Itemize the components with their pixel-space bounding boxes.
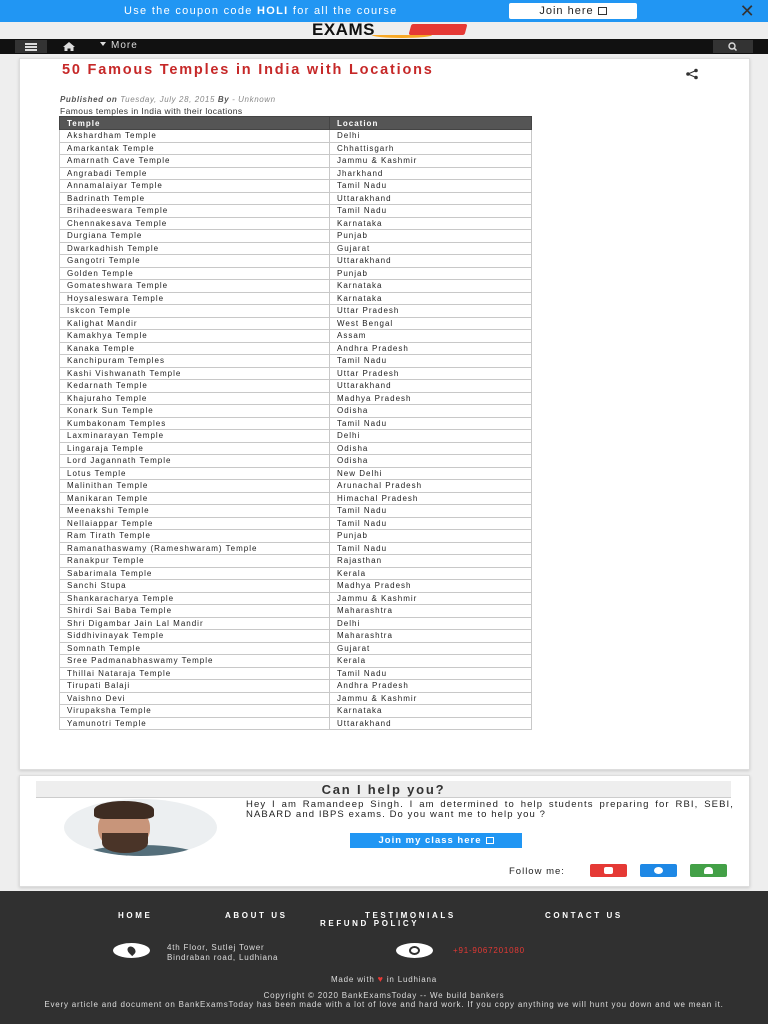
temple-location-cell: Tamil Nadu (330, 180, 532, 193)
temple-location-cell: Tamil Nadu (330, 355, 532, 368)
temple-name-cell: Kanaka Temple (60, 342, 330, 355)
temple-name-cell: Gomateshwara Temple (60, 280, 330, 293)
temple-name-cell: Kedarnath Temple (60, 380, 330, 393)
made-with-line (0, 974, 768, 984)
table-row (60, 317, 532, 330)
table-header-row (60, 117, 532, 130)
temple-location-cell: Maharashtra (330, 605, 532, 618)
table-row (60, 492, 532, 505)
temple-location-cell: Jharkhand (330, 167, 532, 180)
temple-location-cell: Assam (330, 330, 532, 343)
temple-location-cell: Jammu & Kashmir (330, 692, 532, 705)
table-row (60, 717, 532, 730)
footer-phone[interactable]: +91-9067201080 (453, 946, 525, 955)
temple-name-cell: Lord Jagannath Temple (60, 455, 330, 468)
more-label: More (111, 40, 138, 51)
table-row (60, 692, 532, 705)
table-row (60, 380, 532, 393)
address-line-1: 4th Floor, Sutlej Tower (167, 943, 265, 952)
disclaimer-text: Every article and document on BankExamsToday has been made with a lot of love and hard work. If you copy anything we will hunt you down and we mean it. (44, 1000, 724, 1009)
table-row (60, 480, 532, 493)
table-row (60, 567, 532, 580)
share-icon[interactable] (685, 67, 699, 79)
temple-location-cell: Tamil Nadu (330, 205, 532, 218)
table-row (60, 267, 532, 280)
temple-location-cell: Kerala (330, 655, 532, 668)
temple-location-cell: Uttar Pradesh (330, 367, 532, 380)
temple-location-cell: Delhi (330, 430, 532, 443)
temple-location-cell: Uttarakhand (330, 255, 532, 268)
table-row (60, 342, 532, 355)
temple-location-cell: Rajasthan (330, 555, 532, 568)
temple-location-cell: Uttarakhand (330, 380, 532, 393)
temple-name-cell: Amarkantak Temple (60, 142, 330, 155)
post-date: Tuesday, July 28, 2015 (120, 95, 215, 104)
temple-name-cell: Brihadeeswara Temple (60, 205, 330, 218)
temple-location-cell: New Delhi (330, 467, 532, 480)
external-link-icon (486, 837, 494, 844)
table-row (60, 605, 532, 618)
table-row (60, 142, 532, 155)
temple-name-cell: Konark Sun Temple (60, 405, 330, 418)
coupon-code: HOLI (257, 5, 289, 17)
youtube-icon[interactable] (590, 864, 627, 877)
temple-location-cell: Karnataka (330, 292, 532, 305)
temple-name-cell: Ranakpur Temple (60, 555, 330, 568)
temple-name-cell: Sree Padmanabhaswamy Temple (60, 655, 330, 668)
temple-location-cell: West Bengal (330, 317, 532, 330)
temple-location-cell: Jammu & Kashmir (330, 592, 532, 605)
join-here-label: Join here (539, 5, 594, 17)
table-row (60, 680, 532, 693)
temple-name-cell: Akshardham Temple (60, 130, 330, 143)
logo-text: EXAMS (312, 20, 375, 39)
top-nav (0, 39, 768, 54)
table-row (60, 467, 532, 480)
table-row (60, 330, 532, 343)
temple-name-cell: Vaishno Devi (60, 692, 330, 705)
site-footer (0, 891, 768, 1024)
external-link-icon (598, 7, 607, 15)
temple-name-cell: Chennakesava Temple (60, 217, 330, 230)
temple-name-cell: Ramanathaswamy (Rameshwaram) Temple (60, 542, 330, 555)
made-prefix: Made with (330, 975, 375, 984)
post-author: - Unknown (232, 95, 276, 104)
temple-name-cell: Ram Tirath Temple (60, 530, 330, 543)
temple-name-cell: Siddhivinayak Temple (60, 630, 330, 643)
temple-location-cell: Punjab (330, 267, 532, 280)
table-row (60, 405, 532, 418)
temple-name-cell: Dwarkadhish Temple (60, 242, 330, 255)
temple-name-cell: Badrinath Temple (60, 192, 330, 205)
coupon-message (124, 5, 398, 17)
temple-location-cell: Gujarat (330, 642, 532, 655)
site-logo[interactable] (312, 20, 462, 38)
temple-name-cell: Kalighat Mandir (60, 317, 330, 330)
temple-location-cell: Punjab (330, 230, 532, 243)
temple-location-cell: Delhi (330, 130, 532, 143)
temple-name-cell: Iskcon Temple (60, 305, 330, 318)
home-icon[interactable] (60, 39, 78, 54)
temple-name-cell: Shirdi Sai Baba Temple (60, 605, 330, 618)
table-row (60, 455, 532, 468)
temple-location-cell: Gujarat (330, 242, 532, 255)
map-pin-icon (113, 943, 150, 958)
table-row (60, 292, 532, 305)
table-row (60, 192, 532, 205)
temple-location-cell: Uttarakhand (330, 192, 532, 205)
address-line-2: Bindraban road, Ludhiana (167, 952, 279, 962)
temple-location-cell: Tamil Nadu (330, 417, 532, 430)
temple-location-cell: Punjab (330, 530, 532, 543)
temple-name-cell: Golden Temple (60, 267, 330, 280)
logo-swoosh (372, 32, 432, 38)
temple-location-cell: Karnataka (330, 217, 532, 230)
temple-name-cell: Durgiana Temple (60, 230, 330, 243)
temple-name-cell: Kumbakonam Temples (60, 417, 330, 430)
table-row (60, 167, 532, 180)
copyright-text: Copyright © 2020 BankExamsToday -- We build bankers (263, 991, 505, 1000)
table-row (60, 217, 532, 230)
temple-location-cell: Uttarakhand (330, 717, 532, 730)
temple-name-cell: Shri Digambar Jain Lal Mandir (60, 617, 330, 630)
post-meta (60, 95, 276, 104)
temple-location-cell: Tamil Nadu (330, 667, 532, 680)
temple-location-cell: Andhra Pradesh (330, 680, 532, 693)
table-row (60, 205, 532, 218)
article-card (19, 58, 750, 770)
temple-name-cell: Manikaran Temple (60, 492, 330, 505)
temple-name-cell: Laxminarayan Temple (60, 430, 330, 443)
temple-name-cell: Kashi Vishwanath Temple (60, 367, 330, 380)
help-card (19, 775, 750, 887)
temple-name-cell: Amarnath Cave Temple (60, 155, 330, 168)
temple-name-cell: Tirupati Balaji (60, 680, 330, 693)
temple-location-cell: Tamil Nadu (330, 505, 532, 518)
table-row (60, 367, 532, 380)
temple-name-cell: Sanchi Stupa (60, 580, 330, 593)
temple-name-cell: Kamakhya Temple (60, 330, 330, 343)
temple-location-cell: Tamil Nadu (330, 542, 532, 555)
footer-link-about[interactable]: ABOUT US (225, 911, 288, 920)
temple-name-cell: Virupaksha Temple (60, 705, 330, 718)
table-row (60, 242, 532, 255)
temple-location-cell: Kerala (330, 567, 532, 580)
coupon-suffix: for all the course (288, 5, 398, 17)
search-icon[interactable] (713, 40, 753, 53)
join-here-button[interactable] (509, 3, 637, 19)
temple-location-cell: Andhra Pradesh (330, 342, 532, 355)
temple-name-cell: Shankaracharya Temple (60, 592, 330, 605)
table-row (60, 630, 532, 643)
page-title: 50 Famous Temples in India with Locations (62, 62, 434, 78)
temple-name-cell: Yamunotri Temple (60, 717, 330, 730)
more-menu[interactable] (100, 40, 138, 51)
join-class-label: Join my class here (378, 835, 482, 846)
temple-name-cell: Somnath Temple (60, 642, 330, 655)
by-label: By (217, 95, 230, 104)
chevron-down-icon (100, 42, 106, 46)
temple-location-cell: Madhya Pradesh (330, 580, 532, 593)
temples-table (59, 116, 532, 730)
table-row (60, 180, 532, 193)
temple-name-cell: Thillai Nataraja Temple (60, 667, 330, 680)
table-row (60, 617, 532, 630)
join-class-button[interactable] (350, 833, 522, 848)
temple-name-cell: Khajuraho Temple (60, 392, 330, 405)
footer-link-testimonials[interactable]: TESTIMONIALS (365, 911, 456, 920)
footer-link-refund[interactable]: REFUND POLICY (320, 919, 420, 928)
table-row (60, 155, 532, 168)
temple-name-cell: Angrabadi Temple (60, 167, 330, 180)
help-text: Hey I am Ramandeep Singh. I am determined to help students preparing for RBI, SEBI, NABARD and IBPS exams. Do you want me to help you ? (246, 799, 734, 820)
temple-name-cell: Gangotri Temple (60, 255, 330, 268)
column-header-location: Location (330, 117, 532, 130)
table-row (60, 555, 532, 568)
table-row (60, 442, 532, 455)
copyright (0, 991, 768, 1009)
temple-location-cell: Delhi (330, 617, 532, 630)
footer-link-home[interactable]: HOME (118, 911, 153, 920)
temple-location-cell: Maharashtra (330, 630, 532, 643)
table-row (60, 430, 532, 443)
telegram-icon[interactable] (640, 864, 677, 877)
table-row (60, 130, 532, 143)
temple-location-cell: Jammu & Kashmir (330, 155, 532, 168)
temple-location-cell: Uttar Pradesh (330, 305, 532, 318)
temple-name-cell: Meenakshi Temple (60, 505, 330, 518)
coupon-bar (0, 0, 768, 22)
table-row (60, 592, 532, 605)
temple-name-cell: Hoysaleswara Temple (60, 292, 330, 305)
table-row (60, 667, 532, 680)
hamburger-icon[interactable] (15, 40, 47, 53)
footer-link-contact[interactable]: CONTACT US (545, 911, 623, 920)
temple-name-cell: Nellaiappar Temple (60, 517, 330, 530)
table-row (60, 417, 532, 430)
table-row (60, 505, 532, 518)
table-row (60, 530, 532, 543)
made-suffix: in Ludhiana (386, 975, 438, 984)
table-row (60, 517, 532, 530)
table-row (60, 655, 532, 668)
temple-location-cell: Madhya Pradesh (330, 392, 532, 405)
temple-location-cell: Karnataka (330, 705, 532, 718)
temple-location-cell: Chhattisgarh (330, 142, 532, 155)
temple-name-cell: Lingaraja Temple (60, 442, 330, 455)
temple-location-cell: Odisha (330, 405, 532, 418)
table-row (60, 642, 532, 655)
table-row (60, 392, 532, 405)
table-row (60, 542, 532, 555)
temple-name-cell: Annamalaiyar Temple (60, 180, 330, 193)
temple-name-cell: Kanchipuram Temples (60, 355, 330, 368)
table-row (60, 230, 532, 243)
temple-location-cell: Tamil Nadu (330, 517, 532, 530)
temple-name-cell: Lotus Temple (60, 467, 330, 480)
column-header-temple: Temple (60, 117, 330, 130)
intro-text: Famous temples in India with their locations (60, 106, 243, 116)
temple-location-cell: Odisha (330, 455, 532, 468)
table-row (60, 280, 532, 293)
temple-location-cell: Odisha (330, 442, 532, 455)
temple-name-cell: Sabarimala Temple (60, 567, 330, 580)
coupon-prefix: Use the coupon code (124, 5, 258, 17)
android-icon[interactable] (690, 864, 727, 877)
temple-name-cell: Malinithan Temple (60, 480, 330, 493)
footer-address (167, 943, 278, 962)
whatsapp-icon[interactable] (396, 943, 433, 958)
table-row (60, 255, 532, 268)
heart-icon: ♥ (377, 974, 384, 984)
table-row (60, 705, 532, 718)
table-row (60, 355, 532, 368)
temple-location-cell: Arunachal Pradesh (330, 480, 532, 493)
close-icon[interactable]: ✕ (739, 1, 756, 21)
published-label: Published on (60, 95, 118, 104)
temple-location-cell: Himachal Pradesh (330, 492, 532, 505)
table-row (60, 580, 532, 593)
help-heading: Can I help you? (36, 781, 731, 798)
table-row (60, 305, 532, 318)
follow-label: Follow me: (509, 866, 565, 877)
avatar (64, 799, 217, 856)
temple-location-cell: Karnataka (330, 280, 532, 293)
